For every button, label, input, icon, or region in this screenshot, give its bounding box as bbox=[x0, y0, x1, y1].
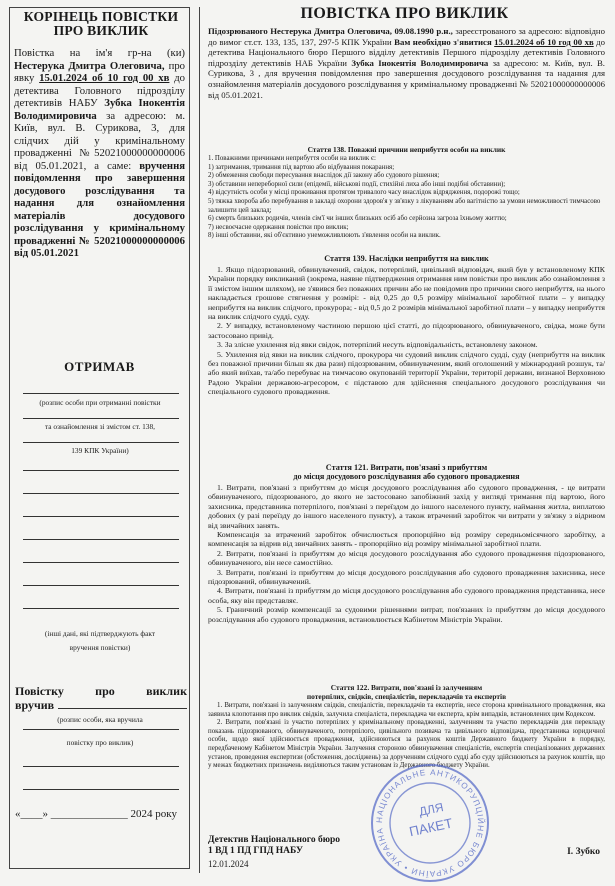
other-data-line-2 bbox=[23, 493, 179, 494]
article-121-text bbox=[208, 483, 605, 624]
recipient-signature-line[interactable] bbox=[23, 393, 179, 394]
recipient-signature-line-3 bbox=[23, 442, 179, 443]
recipient-signature-caption-2: та ознайомлення зі змістом ст. 138, bbox=[44, 422, 156, 431]
article-122-title-2: потерпілих, свідків, спеціалістів, перекладачів та експертів bbox=[306, 692, 507, 701]
signatory-unit: 1 ВД 1 ПД ГПД НАБУ bbox=[208, 846, 303, 856]
article-121-part-4: 4. Витрати, пов'язані із прибуттям до місця досудового розслідування або судового провадження представника, несе особа, яку він представляє. bbox=[208, 586, 605, 605]
recipient-signature-line-2 bbox=[23, 418, 179, 419]
notice-appointment-datetime: 15.01.2024 об 10 год 00 хв bbox=[494, 36, 594, 47]
article-138-line: 7) несвоєчасне одержання повістки про виклик; bbox=[208, 223, 349, 231]
other-data-caption-1: (інші дані, які підтверджують факт bbox=[44, 629, 156, 638]
article-138-line: 6) смерть близьких родичів, членів сім'ї чи інших близьких осіб або серйозна загроза їхньому життю; bbox=[208, 215, 507, 223]
stub-body bbox=[14, 47, 185, 260]
article-138-line: 1. Поважними причинами неприбуття особи на виклик є: bbox=[208, 155, 376, 162]
stub-person-name: Нестерука Дмитра Олеговича, bbox=[14, 59, 165, 72]
notice-must-appear: Вам необхідно з'явитися bbox=[394, 36, 495, 47]
article-121-part-5: 5. Граничний розмір компенсації за судовими рішеннями витрат, пов'язаних із прибуттям до місця досудового розслідування або судового провадження, встановлюється Кабінетом Міністрів України. bbox=[208, 605, 605, 624]
handed-word-2: про bbox=[95, 684, 115, 698]
article-139-part-2: 2. У випадку, встановленому частиною першою цієї статті, до підозрюваного, обвинуваченого, свідка, може бути застосовано привід. bbox=[208, 321, 605, 340]
signatory-title: Детектив Національного бюро bbox=[208, 835, 341, 845]
article-139-part-1: 1. Якщо підозрюваний, обвинувачений, свідок, потерпілий, цивільний відповідач, який був у встановленому КПК України порядку викликаний (зокрема, наявне підтвердження отримання ним повістки про виклик або ознайомлення з її змістом іншим шляхом), не з'явився без поважних причин або не повідомив про причини свого неприбуття, на нього накладається грошове стягнення у розмірі: - від 0,25 до 0,5 розміру мінімальної заробітної плати – у випадку неприбуття на виклик слідчого, прокурора; - від 0,5 до 2 розмірів мінімальної заробітної плати – у випадку неприбуття на виклик слідчого судді, суду. bbox=[208, 265, 605, 322]
stamp-text-line-1: ДЛЯ bbox=[417, 800, 445, 819]
stamp-ring-text: НАЦІОНАЛЬНЕ АНТИКОРУПЦІЙНЕ БЮРО УКРАЇНИ • УКРАЇНА bbox=[374, 767, 486, 879]
handed-line-3 bbox=[23, 766, 179, 767]
notice-registered: зареєстрованого за адресою: bbox=[452, 26, 565, 36]
stub-text-issued-to: Повістка на ім'я гр-на (ки) bbox=[14, 47, 185, 59]
stub-text-appearance: про явку bbox=[14, 59, 186, 84]
notice-legal-basis: відповідно до вимог ст.ст. 133, 135, 137, 297-5 КПК України bbox=[208, 26, 605, 47]
article-138-line: 8) інші обставини, які об'єктивно унеможливлюють з'явлення особи на виклик. bbox=[208, 232, 441, 240]
article-121-title-1: Стаття 121. Витрати, пов'язані з прибуттям bbox=[325, 463, 488, 472]
article-122-text bbox=[208, 702, 605, 771]
notice-title: ПОВІСТКА ПРО ВИКЛИК bbox=[300, 5, 509, 22]
stub-received-heading: ОТРИМАВ bbox=[64, 359, 135, 374]
other-data-line-7 bbox=[23, 608, 179, 609]
handed-word-1: Повістку bbox=[15, 684, 64, 698]
stub-detective-name: Зубка Інокентія Володимировича bbox=[14, 97, 185, 122]
handed-line-2 bbox=[23, 729, 179, 730]
signatory-name: І. Зубко bbox=[567, 847, 600, 857]
article-122-part-2: 2. Витрати, пов'язані із участю потерпілих у кримінальному провадженні, залученням та участю перекладачів для перекладу показань підозрюваного, обвинуваченого, потерпілого, цивільного позивача та цивільного відповідача, представника юридичної особи, щодо якої здійснюється провадження, здійснюються за рахунок коштів Державного бюджету України в порядку, передбаченому Кабінетом Міністрів України. Залучення стороною обвинувачення спеціалістів, експертів спеціалізованих державних установ, проведення експертизи (обстеження, досліджень) за дорученням слідчого судді або суду здійснюються за рахунок коштів, що у межах бюджетних призначень виділяються таким установам із Державного бюджету України. bbox=[208, 719, 605, 770]
article-138-list bbox=[208, 155, 605, 241]
stamp-text-line-2: ПАКЕТ bbox=[407, 815, 454, 840]
summons-stub bbox=[9, 7, 190, 877]
article-122-part-1: 1. Витрати, пов'язані із залученням свідків, спеціалістів, перекладачів та експертів, несе сторона кримінального провадження, яка заявила клопотання про виклик свідків, залучила спеціаліста, перекладача чи експерта, крім випадків, встановлених цим Кодексом. bbox=[208, 702, 605, 718]
handed-caption-1: (розпис особи, яка вручила bbox=[57, 715, 143, 724]
recipient-signature-caption-1: (розпис особи при отриманні повістки bbox=[39, 398, 161, 407]
handed-signature-line[interactable] bbox=[58, 708, 187, 709]
other-data-line-5 bbox=[23, 562, 179, 563]
other-data-line-4 bbox=[23, 539, 179, 540]
stub-title: КОРІНЕЦЬ ПОВІСТКИ ПРО ВИКЛИК bbox=[23, 9, 179, 38]
article-121-part-2: 2. Витрати, пов'язані із прибуттям до місця досудового розслідування або судового провадження підозрюваного, обвинуваченого, він несе самостійно. bbox=[208, 548, 605, 568]
handed-word-3: виклик bbox=[146, 684, 187, 698]
notice-to-detective: до детектива Національного бюро Першого відділу детективів Першого підрозділу детективів Головного підрозділу детективів НАБ України bbox=[208, 36, 605, 68]
article-138-line: 1) затримання, тримання під вартою або відбування покарання; bbox=[208, 163, 395, 171]
article-138-line: 3) обставини непереборної сили (епідемії, військові події, стихійні лиха або інші подібні обставини); bbox=[208, 180, 506, 188]
other-data-line-3 bbox=[23, 516, 179, 517]
article-121-compensation: Компенсація за втрачений заробіток обчислюється пропорційно від розміру середньомісячного заробітку, а компенсація за відрив від звичайних занять - пропорційно від розміру мінімальної заробітної плати. bbox=[208, 530, 605, 549]
article-121-title-2: до місця досудового розслідування або судового провадження bbox=[293, 472, 520, 481]
notice-address-purpose: за адресою: м. Київ, вул. В. Сурикова, 3 , для вручення повідомлення про завершення досудового розслідування та надання для ознайомлення матеріалів досудового розслідування у кримінальному провадженні № 52021000000000006 від 05.01.2021. bbox=[208, 57, 605, 100]
notice-intro bbox=[208, 26, 605, 100]
other-data-line-6 bbox=[23, 585, 179, 586]
other-data-caption-2: вручення повістки) bbox=[69, 643, 131, 652]
handed-caption-2: повістку про виклик) bbox=[66, 738, 134, 747]
notice-detective-name: Зубка Інокентія Володимировича bbox=[351, 57, 489, 68]
article-138-line: 2) обмеження свободи пересування внаслідок дії закону або судового рішення; bbox=[208, 172, 440, 180]
handed-word-4: вручив bbox=[15, 698, 55, 712]
stub-handed-heading bbox=[15, 684, 187, 712]
stub-appointment-datetime: 15.01.2024 об 10 год 00 хв bbox=[39, 72, 170, 84]
article-139-text bbox=[208, 265, 605, 397]
article-121-part-1: 1. Витрати, пов'язані з прибуттям до місця досудового розслідування або судового провадження, - це витрати обвинуваченого, підозрюваного, до якого не застосовано запобіжний захід у вигляді тримання під вартою, його захисника, представника потерпілого, пов'язані з переїздом до іншого населеного пункту, наймання житла, виплатою добових (у разі переїзду до іншого населеного пункту), а також втрачений заробіток чи витрати у зв'язку з відривом від звичайних занять. bbox=[208, 483, 605, 530]
other-data-line-1 bbox=[23, 470, 179, 471]
notice-suspect: Підозрюваного Нестерука Дмитра Олеговича, 09.08.1990 р.н., bbox=[208, 26, 453, 36]
article-139-part-5: 5. Ухилення від явки на виклик слідчого, прокурора чи судовий виклик слідчого судді, суду (неприбуття на виклик без поважної причини більш як два рази) підозрюваним, обвинуваченим, який оголошений у міжнародний розшук, та/або який виїхав, та/або перебуває на тимчасово окупованій території України, території держави, визнаної Верховною Радою України державою-агресором, є підставою для здійснення спеціального досудового розслідування чи спеціального судового провадження. bbox=[208, 349, 605, 397]
stub-text-to-detective: до детектива Головного підрозділу детективів НАБУ bbox=[14, 72, 186, 109]
notice-date: 12.01.2024 bbox=[208, 859, 249, 869]
article-139-title: Стаття 139. Наслідки неприбуття на виклик bbox=[324, 254, 489, 263]
stub-date-line[interactable]: «____» ______________ 2024 року bbox=[15, 808, 177, 820]
stub-text-address: за адресою: м. Київ, вул. В. Сурикова, 3, для слідчих дій у кримінальному провадженні №52021000000000006 від 05.01.2021, а саме: bbox=[14, 109, 186, 172]
article-138-line: 5) тяжка хвороба або перебування в закладі охорони здоров'я у зв'язку з лікуванням або вагітністю за умови неможливості тимчасово залишити цей заклад; bbox=[208, 197, 601, 214]
summons-notice bbox=[199, 7, 608, 873]
stub-purpose: вручення повідомлення про завершення досудового розслідування та надання для ознайомлення матеріалів досудового розслідування у кримінальному провадженні № 52021000000000006 від 05.01.2021 bbox=[14, 159, 186, 259]
article-138-title: Стаття 138. Поважні причини неприбуття особи на виклик bbox=[307, 145, 506, 154]
article-138-line: 4) відсутність особи у місці проживання протягом тривалого часу внаслідок відрядження, подорожі тощо; bbox=[208, 189, 520, 197]
article-122-title-1: Стаття 122. Витрати, пов'язані із залученням bbox=[330, 683, 483, 692]
article-121-part-3: 3. Витрати, пов'язані із прибуттям до місця досудового розслідування або судового провадження захисника, несе підозрюваний, обвинувачений. bbox=[208, 567, 605, 587]
nabu-stamp bbox=[369, 762, 491, 884]
recipient-signature-caption-3: 139 КПК України) bbox=[71, 446, 129, 455]
article-139-part-3: 3. За злісне ухилення від явки свідок, потерпілий несуть відповідальність, встановлену законом. bbox=[217, 340, 538, 350]
handed-line-4 bbox=[23, 789, 179, 790]
